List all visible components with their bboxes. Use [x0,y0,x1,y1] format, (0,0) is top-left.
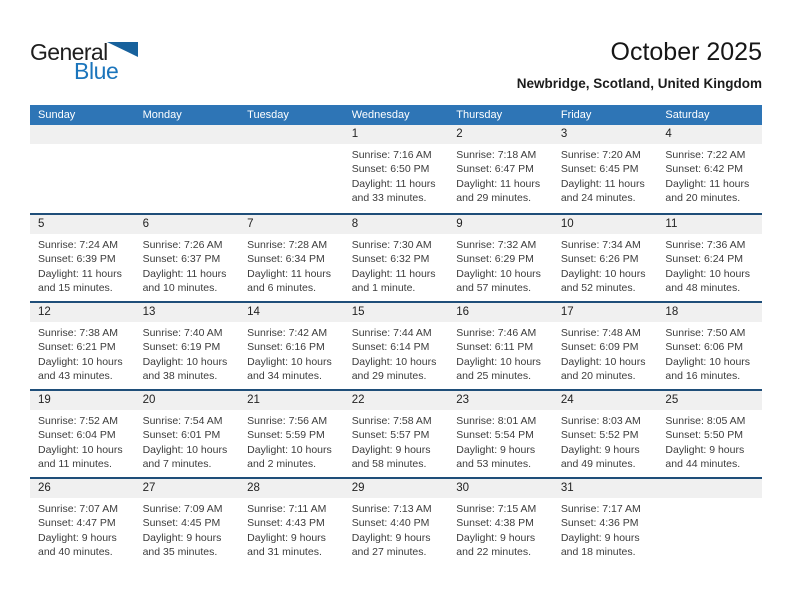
day-cell-body [657,322,762,384]
day-cell [135,479,240,565]
sunset-text: Sunset: 5:50 PM [665,429,744,442]
daylight-text: Daylight: 9 hours and 27 minutes. [351,531,431,559]
daylight-text: Daylight: 9 hours and 22 minutes. [456,531,536,559]
day-number: 20 [135,391,240,410]
day-number: 21 [239,391,344,410]
sunrise-text: Sunrise: 7:16 AM [351,149,432,161]
day-cell-body [30,144,135,148]
day-cell-body [344,234,449,296]
sunset-text: Sunset: 5:59 PM [247,429,325,442]
sunrise-text: Sunrise: 7:34 AM [560,239,641,251]
logo-text-general: General [30,39,108,65]
calendar-weeks [30,125,762,565]
sunset-text: Sunset: 6:42 PM [665,163,744,176]
sunrise-text: Sunrise: 7:54 AM [142,415,223,427]
sunset-text: Sunset: 5:57 PM [351,429,430,442]
day-cell [657,215,762,301]
month-title: October 2025 [610,38,762,66]
sunset-text: Sunset: 6:47 PM [456,163,534,176]
day-number: 26 [30,479,135,498]
day-number: 30 [448,479,553,498]
day-cell [135,391,240,477]
day-cell-body [553,144,658,206]
day-cell-body [239,498,344,560]
daylight-text: Daylight: 11 hours and 10 minutes. [142,267,227,295]
logo-triangle-shape [107,42,138,57]
day-cell [553,125,658,213]
daylight-text: Daylight: 10 hours and 25 minutes. [456,355,541,383]
day-number: 23 [448,391,553,410]
sunset-text: Sunset: 6:09 PM [560,341,639,354]
day-cell-body [448,144,553,206]
sunset-text: Sunset: 6:04 PM [38,429,116,442]
sunset-text: Sunset: 6:19 PM [142,341,221,354]
day-cell-body [344,322,449,384]
day-number: 3 [553,125,658,144]
sunset-text: Sunset: 6:06 PM [665,341,744,354]
day-cell [239,215,344,301]
daylight-text: Daylight: 9 hours and 31 minutes. [247,531,326,559]
day-cell [448,303,553,389]
day-cell [344,391,449,477]
empty-day-cell [135,125,240,213]
sunset-text: Sunset: 6:01 PM [142,429,221,442]
day-cell [448,391,553,477]
week-row [30,213,762,301]
sunset-text: Sunset: 4:36 PM [560,517,639,530]
day-number: 29 [344,479,449,498]
day-cell [135,303,240,389]
sunrise-text: Sunrise: 7:24 AM [38,239,118,251]
day-number: 6 [135,215,240,234]
day-number: 9 [448,215,553,234]
day-cell-body [135,144,240,148]
sunset-text: Sunset: 4:47 PM [38,517,116,530]
empty-day-cell [657,479,762,565]
sunrise-text: Sunrise: 7:40 AM [142,327,223,339]
daylight-text: Daylight: 10 hours and 2 minutes. [247,443,332,471]
day-cell-body [344,144,449,206]
daylight-text: Daylight: 9 hours and 44 minutes. [665,443,745,471]
day-cell-body [344,498,449,560]
day-number: 19 [30,391,135,410]
day-cell [448,215,553,301]
day-number: 28 [239,479,344,498]
day-number: 14 [239,303,344,322]
day-cell [448,125,553,213]
sunset-text: Sunset: 6:39 PM [38,253,116,266]
sunrise-text: Sunrise: 7:18 AM [456,149,537,161]
week-row [30,125,762,213]
location-subtitle: Newbridge, Scotland, United Kingdom [516,76,762,91]
empty-day-cell [30,125,135,213]
day-cell-body [239,322,344,384]
day-cell-body [553,498,658,560]
sunrise-text: Sunrise: 7:17 AM [560,503,641,515]
day-cell-body [135,234,240,296]
day-number: 17 [553,303,658,322]
daylight-text: Daylight: 10 hours and 34 minutes. [247,355,332,383]
daylight-text: Daylight: 11 hours and 6 minutes. [247,267,331,295]
day-header-wednesday: Wednesday [351,109,410,121]
day-cell-body [239,410,344,472]
day-cell [30,479,135,565]
sunrise-text: Sunrise: 7:58 AM [351,415,432,427]
day-cell [30,215,135,301]
sunset-text: Sunset: 6:29 PM [456,253,534,266]
sunrise-text: Sunrise: 7:36 AM [665,239,746,251]
day-number [135,125,240,144]
day-cell [553,391,658,477]
sunrise-text: Sunrise: 7:32 AM [456,239,537,251]
sunrise-text: Sunrise: 8:03 AM [560,415,641,427]
day-header-friday: Friday [560,109,592,121]
day-number: 5 [30,215,135,234]
sunrise-text: Sunrise: 7:48 AM [560,327,641,339]
day-number: 13 [135,303,240,322]
general-blue-logo [30,39,170,85]
day-number: 1 [344,125,449,144]
sunset-text: Sunset: 6:11 PM [456,341,534,354]
day-cell-body [30,498,135,560]
day-number [657,479,762,498]
sunrise-text: Sunrise: 7:46 AM [456,327,537,339]
sunrise-text: Sunrise: 7:42 AM [247,327,328,339]
week-row [30,301,762,389]
daylight-text: Daylight: 10 hours and 52 minutes. [560,267,646,295]
day-number: 27 [135,479,240,498]
day-cell-body [657,410,762,472]
day-cell [553,479,658,565]
day-cell [239,479,344,565]
day-cell [448,479,553,565]
sunset-text: Sunset: 4:38 PM [456,517,534,530]
day-number: 12 [30,303,135,322]
daylight-text: Daylight: 10 hours and 20 minutes. [560,355,646,383]
sunrise-text: Sunrise: 7:11 AM [247,503,327,515]
daylight-text: Daylight: 11 hours and 33 minutes. [351,177,436,205]
sunset-text: Sunset: 6:32 PM [351,253,430,266]
day-cell [135,215,240,301]
day-number: 4 [657,125,762,144]
sunrise-text: Sunrise: 7:38 AM [38,327,118,339]
daylight-text: Daylight: 9 hours and 49 minutes. [560,443,640,471]
day-cell [239,303,344,389]
sunset-text: Sunset: 6:34 PM [247,253,325,266]
day-cell [344,125,449,213]
sunset-text: Sunset: 6:26 PM [560,253,639,266]
day-cell [657,391,762,477]
day-cell-body [239,144,344,148]
day-number [30,125,135,144]
daylight-text: Daylight: 10 hours and 16 minutes. [665,355,751,383]
day-number: 7 [239,215,344,234]
sunset-text: Sunset: 6:24 PM [665,253,744,266]
sunrise-text: Sunrise: 7:30 AM [351,239,432,251]
sunrise-text: Sunrise: 8:01 AM [456,415,537,427]
day-cell [30,303,135,389]
sunrise-text: Sunrise: 7:50 AM [665,327,746,339]
day-number: 8 [344,215,449,234]
sunrise-text: Sunrise: 7:07 AM [38,503,118,515]
day-cell-body [657,234,762,296]
day-cell [553,215,658,301]
day-number: 11 [657,215,762,234]
sunset-text: Sunset: 6:16 PM [247,341,325,354]
day-cell-body [657,498,762,502]
day-cell [344,479,449,565]
sunset-text: Sunset: 4:45 PM [142,517,221,530]
sunrise-text: Sunrise: 7:28 AM [247,239,328,251]
daylight-text: Daylight: 11 hours and 24 minutes. [560,177,645,205]
day-cell [30,391,135,477]
sunrise-text: Sunrise: 7:56 AM [247,415,328,427]
daylight-text: Daylight: 11 hours and 15 minutes. [38,267,122,295]
day-number [239,125,344,144]
daylight-text: Daylight: 9 hours and 35 minutes. [142,531,222,559]
day-header-row [30,105,762,125]
day-cell-body [135,410,240,472]
day-header-monday: Monday [142,109,182,121]
day-cell-body [448,498,553,560]
sunset-text: Sunset: 6:37 PM [142,253,221,266]
day-cell-body [135,498,240,560]
sunset-text: Sunset: 5:52 PM [560,429,639,442]
sunrise-text: Sunrise: 7:26 AM [142,239,223,251]
day-cell [239,391,344,477]
daylight-text: Daylight: 10 hours and 29 minutes. [351,355,437,383]
sunset-text: Sunset: 4:43 PM [247,517,325,530]
day-cell-body [553,322,658,384]
week-row [30,477,762,565]
logo-triangle-icon [107,42,138,57]
day-cell [657,303,762,389]
daylight-text: Daylight: 9 hours and 18 minutes. [560,531,640,559]
day-cell [657,125,762,213]
empty-day-cell [239,125,344,213]
sunrise-text: Sunrise: 8:05 AM [665,415,746,427]
sunrise-text: Sunrise: 7:20 AM [560,149,641,161]
day-cell-body [448,322,553,384]
sunrise-text: Sunrise: 7:13 AM [351,503,432,515]
day-cell-body [344,410,449,472]
sunset-text: Sunset: 6:14 PM [351,341,430,354]
daylight-text: Daylight: 11 hours and 29 minutes. [456,177,541,205]
daylight-text: Daylight: 10 hours and 48 minutes. [665,267,751,295]
daylight-text: Daylight: 10 hours and 11 minutes. [38,443,123,471]
day-cell-body [135,322,240,384]
daylight-text: Daylight: 10 hours and 57 minutes. [456,267,541,295]
day-number: 16 [448,303,553,322]
day-number: 31 [553,479,658,498]
day-cell [344,215,449,301]
sunset-text: Sunset: 6:45 PM [560,163,639,176]
sunrise-text: Sunrise: 7:15 AM [456,503,537,515]
day-cell-body [30,234,135,296]
day-cell-body [30,410,135,472]
day-number: 24 [553,391,658,410]
day-number: 22 [344,391,449,410]
sunset-text: Sunset: 6:21 PM [38,341,116,354]
sunrise-text: Sunrise: 7:09 AM [142,503,223,515]
daylight-text: Daylight: 10 hours and 38 minutes. [142,355,228,383]
day-cell-body [553,234,658,296]
day-header-sunday: Sunday [38,109,76,121]
day-cell-body [448,234,553,296]
day-cell [553,303,658,389]
day-cell-body [553,410,658,472]
daylight-text: Daylight: 9 hours and 53 minutes. [456,443,536,471]
sunrise-text: Sunrise: 7:52 AM [38,415,118,427]
day-number: 25 [657,391,762,410]
title-block [517,38,762,91]
day-cell-body [448,410,553,472]
logo-text-blue: Blue [74,58,119,84]
day-header-thursday: Thursday [456,109,503,121]
daylight-text: Daylight: 10 hours and 7 minutes. [142,443,228,471]
day-cell [344,303,449,389]
sunrise-text: Sunrise: 7:44 AM [351,327,432,339]
day-cell-body [239,234,344,296]
calendar [30,105,762,565]
daylight-text: Daylight: 11 hours and 1 minute. [351,267,436,295]
sunset-text: Sunset: 6:50 PM [351,163,430,176]
day-number: 2 [448,125,553,144]
day-cell-body [30,322,135,384]
day-number: 10 [553,215,658,234]
day-header-saturday: Saturday [665,109,710,121]
daylight-text: Daylight: 10 hours and 43 minutes. [38,355,123,383]
week-row [30,389,762,477]
day-cell-body [657,144,762,206]
day-number: 18 [657,303,762,322]
sunrise-text: Sunrise: 7:22 AM [665,149,746,161]
daylight-text: Daylight: 11 hours and 20 minutes. [665,177,750,205]
day-number: 15 [344,303,449,322]
sunset-text: Sunset: 4:40 PM [351,517,430,530]
daylight-text: Daylight: 9 hours and 40 minutes. [38,531,117,559]
day-header-tuesday: Tuesday [247,109,289,121]
sunset-text: Sunset: 5:54 PM [456,429,534,442]
daylight-text: Daylight: 9 hours and 58 minutes. [351,443,431,471]
